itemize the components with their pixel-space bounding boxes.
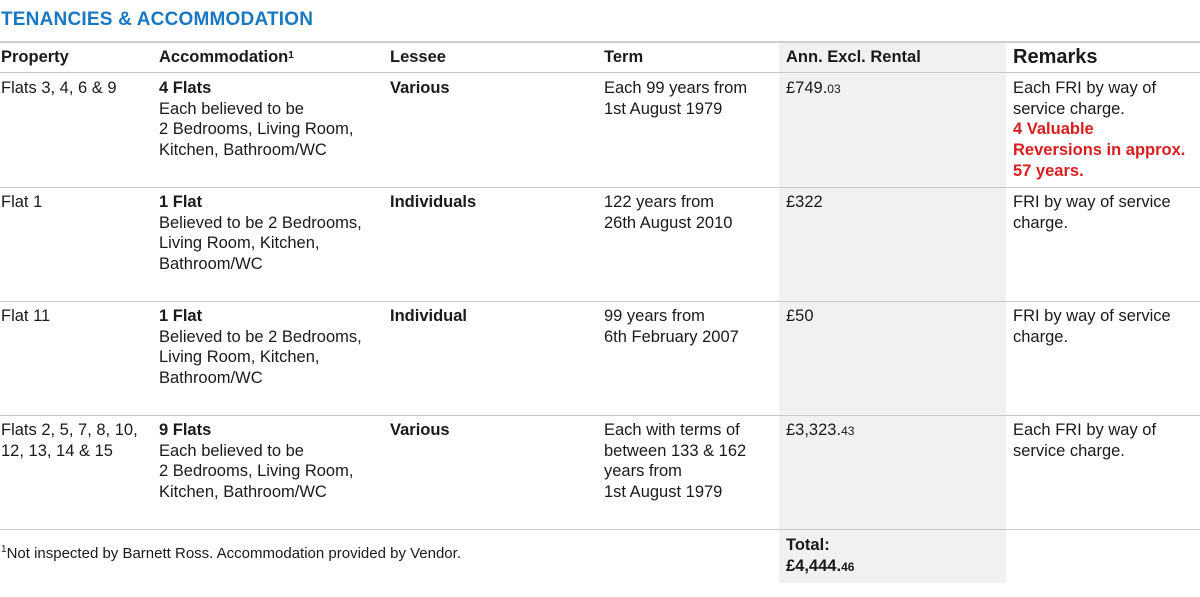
remarks-highlight-line: 4 Valuable: [1013, 120, 1094, 139]
remarks-cell: [1013, 306, 1171, 347]
property-line: Flat 11: [1, 307, 51, 325]
rental-cell: [786, 192, 823, 214]
lessee-value: Individual: [390, 307, 468, 325]
accommodation-line: Bathroom/WC: [159, 369, 263, 388]
total-rental: [786, 535, 854, 578]
accommodation-title: 9 Flats: [159, 421, 212, 439]
remarks-highlight-line: 57 years.: [1013, 161, 1084, 180]
property-line: Flats 2, 5, 7, 8, 10,: [1, 421, 138, 439]
header-property: Property: [1, 48, 69, 66]
remarks-line: Each FRI by way of: [1013, 421, 1157, 439]
remarks-line: service charge.: [1013, 99, 1125, 118]
footnote-text: Not inspected by Barnett Ross. Accommodation provided by Vendor.: [6, 545, 461, 562]
lessee-cell: [390, 306, 467, 327]
total-pence: 46: [841, 560, 855, 574]
property-line: Flats 3, 4, 6 & 9: [1, 79, 117, 97]
rental-cell: [786, 78, 841, 100]
accommodation-line: Each believed to be: [159, 441, 304, 460]
term-line: Each with terms of: [604, 421, 740, 439]
property-cell: [1, 420, 138, 461]
term-line: 6th February 2007: [604, 327, 739, 346]
remarks-cell: [1013, 192, 1171, 233]
term-line: years from: [604, 462, 682, 481]
footnote-marker: 1: [1, 544, 7, 555]
row-divider: [0, 415, 1200, 416]
page-title: TENANCIES & ACCOMMODATION: [1, 9, 314, 30]
remarks-highlight-line: Reversions in approx.: [1013, 141, 1186, 160]
total-main: £4,444.: [786, 557, 842, 575]
lessee-value: Various: [390, 421, 450, 439]
header-accommodation: [159, 47, 294, 68]
accommodation-title: 1 Flat: [159, 193, 203, 211]
lessee-cell: [390, 192, 476, 213]
rental-main: £50: [786, 307, 814, 325]
accommodation-cell: [159, 420, 353, 503]
remarks-line: charge.: [1013, 213, 1069, 232]
total-label: Total:: [786, 536, 830, 554]
term-cell: [604, 78, 747, 119]
term-line: between 133 & 162: [604, 441, 747, 460]
property-line: 12, 13, 14 & 15: [1, 441, 113, 460]
remarks-line: FRI by way of service: [1013, 193, 1171, 211]
property-cell: [1, 78, 117, 99]
term-line: 99 years from: [604, 307, 705, 325]
header-term: Term: [604, 48, 644, 66]
accommodation-line: Bathroom/WC: [159, 255, 263, 274]
rental-pence: 43: [841, 424, 855, 438]
row-divider: [0, 187, 1200, 188]
lessee-value: Individuals: [390, 193, 477, 211]
accommodation-line: Believed to be 2 Bedrooms,: [159, 327, 362, 346]
accommodation-line: Living Room, Kitchen,: [159, 234, 320, 253]
term-line: 1st August 1979: [604, 483, 723, 502]
property-cell: [1, 192, 42, 213]
property-line: Flat 1: [1, 193, 43, 211]
row-divider: [0, 301, 1200, 302]
accommodation-line: 2 Bedrooms, Living Room,: [159, 120, 354, 139]
accommodation-line: Kitchen, Bathroom/WC: [159, 483, 327, 502]
lessee-cell: [390, 420, 450, 441]
accommodation-title: 4 Flats: [159, 79, 212, 97]
accommodation-line: Living Room, Kitchen,: [159, 348, 320, 367]
row-divider: [0, 529, 1200, 530]
accommodation-cell: [159, 78, 353, 161]
lessee-value: Various: [390, 79, 450, 97]
property-cell: [1, 306, 50, 327]
footnote: [1, 545, 461, 562]
total-value: [786, 556, 854, 578]
accommodation-cell: [159, 306, 362, 389]
remarks-line: FRI by way of service: [1013, 307, 1171, 325]
accommodation-line: Believed to be 2 Bedrooms,: [159, 213, 362, 232]
term-line: 1st August 1979: [604, 99, 723, 118]
term-line: 26th August 2010: [604, 213, 733, 232]
term-line: Each 99 years from: [604, 79, 748, 97]
remarks-line: service charge.: [1013, 441, 1125, 460]
term-cell: [604, 306, 739, 347]
rental-cell: [786, 306, 814, 328]
accommodation-cell: [159, 192, 362, 275]
rental-main: £749.: [786, 79, 828, 97]
accommodation-line: 2 Bedrooms, Living Room,: [159, 462, 354, 481]
header-accommodation-label: Accommodation: [159, 48, 289, 66]
accommodation-line: Each believed to be: [159, 99, 304, 118]
header-top-rule: [0, 41, 1200, 43]
header-bottom-rule: [0, 72, 1200, 73]
rental-pence: 03: [827, 82, 841, 96]
term-line: 122 years from: [604, 193, 715, 211]
remarks-cell: [1013, 420, 1156, 461]
header-remarks: Remarks: [1013, 46, 1098, 68]
header-rental: Ann. Excl. Rental: [786, 48, 921, 66]
term-cell: [604, 420, 746, 503]
rental-main: £322: [786, 193, 823, 211]
rental-main: £3,323.: [786, 421, 842, 439]
remarks-cell: [1013, 78, 1185, 182]
rental-cell: [786, 420, 854, 442]
term-cell: [604, 192, 732, 233]
footnote-marker: 1: [288, 50, 294, 61]
remarks-line: charge.: [1013, 327, 1069, 346]
remarks-line: Each FRI by way of: [1013, 79, 1157, 97]
header-lessee: Lessee: [390, 48, 446, 66]
accommodation-line: Kitchen, Bathroom/WC: [159, 141, 327, 160]
lessee-cell: [390, 78, 450, 99]
accommodation-title: 1 Flat: [159, 307, 203, 325]
